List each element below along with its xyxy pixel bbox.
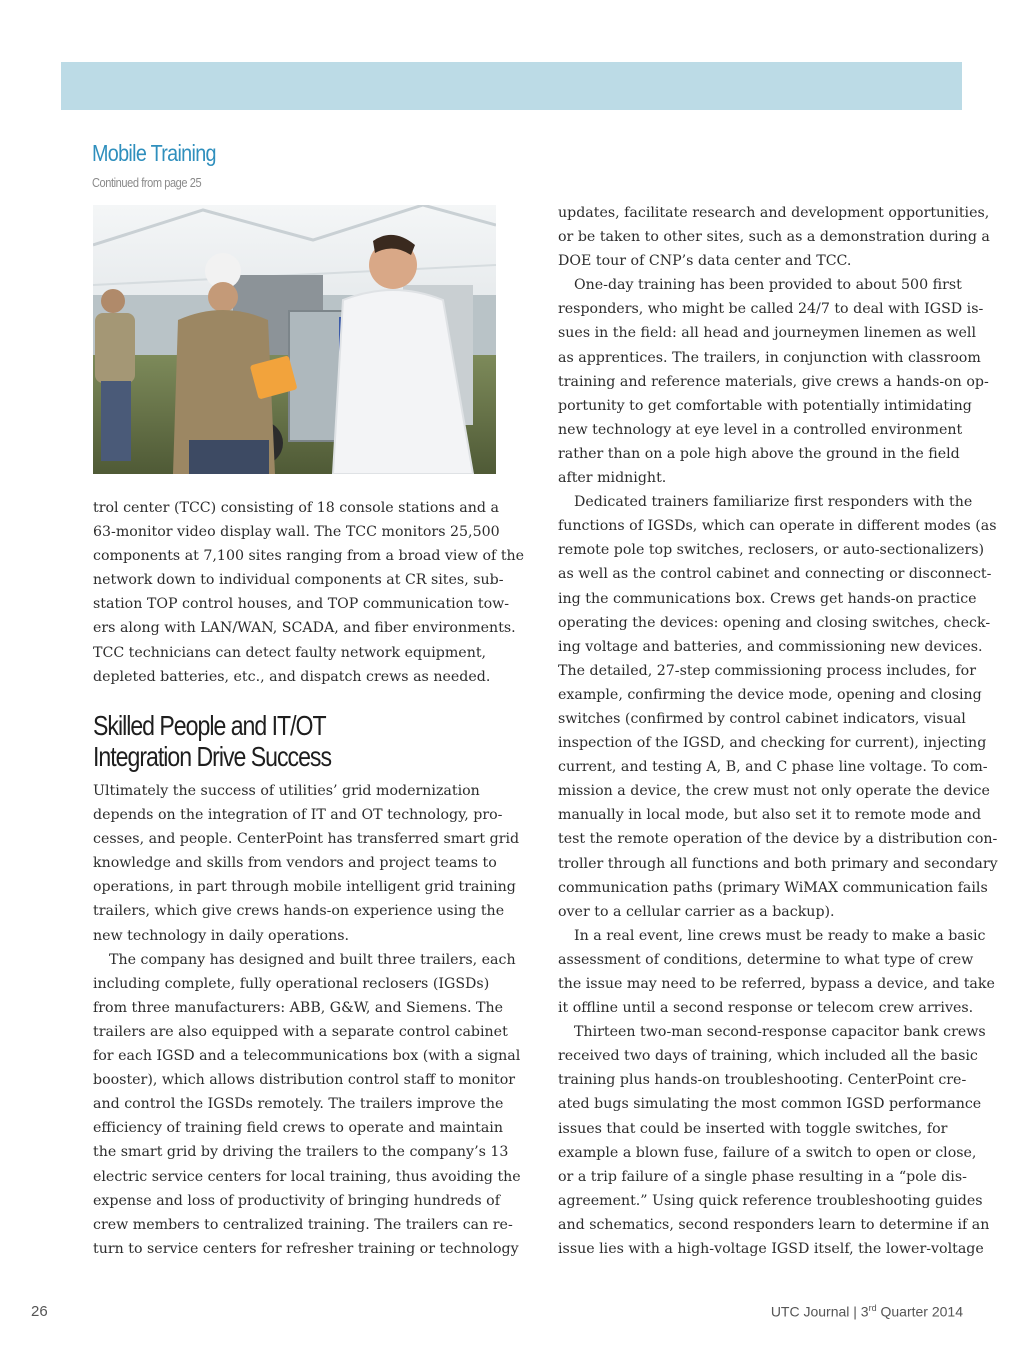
text-line: crew members to centralized training. The trailers can re- xyxy=(93,1216,513,1233)
text-line: DOE tour of CNP’s data center and TCC. xyxy=(558,253,852,270)
text-line: training and reference materials, give crews a hands-on op- xyxy=(558,373,989,390)
text-line: knowledge and skills from vendors and project teams to xyxy=(93,855,497,872)
text-line: for each IGSD and a telecommunications box (with a signal xyxy=(93,1048,521,1065)
text-line: functions of IGSDs, which can operate in different modes (as xyxy=(558,518,997,535)
text-line: the smart grid by driving the trailers to the company’s 13 xyxy=(93,1144,509,1161)
text-line: inspection of the IGSD, and checking for current), injecting xyxy=(558,735,987,752)
section-title: Mobile Training xyxy=(92,140,216,166)
text-line: responders, who might be called 24/7 to deal with IGSD is- xyxy=(558,301,984,318)
page-number: 26 xyxy=(31,1303,48,1320)
text-line: Dedicated trainers familiarize first responders with the xyxy=(574,494,973,511)
text-line: One-day training has been provided to about 500 first xyxy=(574,277,962,294)
text-line: and control the IGSDs remotely. The trailers improve the xyxy=(93,1096,504,1113)
text-line: cesses, and people. CenterPoint has transferred smart grid xyxy=(93,831,520,848)
text-line: issue lies with a high-voltage IGSD itself, the lower-voltage xyxy=(558,1241,984,1258)
subheading-line: Skilled People and IT/OT xyxy=(93,710,326,741)
text-line: new technology at eye level in a controlled environment xyxy=(558,421,963,438)
text-line: manually in local mode, but also set it to remote mode and xyxy=(558,807,982,824)
text-line: ers along with LAN/WAN, SCADA, and fiber environments. xyxy=(93,620,516,637)
text-line: Ultimately the success of utilities’ grid modernization xyxy=(93,783,480,799)
text-line: trailers are also equipped with a separate control cabinet xyxy=(93,1023,508,1040)
text-line: agreement.” Using quick reference troubleshooting guides xyxy=(558,1192,983,1209)
text-line: depleted batteries, etc., and dispatch crews as needed. xyxy=(93,668,491,685)
text-line: after midnight. xyxy=(558,470,667,487)
text-line: remote pole top switches, reclosers, or auto-sectionalizers) xyxy=(558,542,985,559)
text-line: training plus hands-on troubleshooting. CenterPoint cre- xyxy=(558,1072,967,1089)
text-line: TCC technicians can detect faulty network equipment, xyxy=(93,644,487,661)
journal-name: UTC Journal | 3 xyxy=(770,1303,869,1320)
text-line: efficiency of training field crews to operate and maintain xyxy=(93,1120,503,1137)
text-line: communication paths (primary WiMAX communication fails xyxy=(558,879,988,896)
text-line: and schematics, second responders learn to determine if an xyxy=(558,1216,990,1233)
continued-note: Continued from page 25 xyxy=(92,175,202,190)
text-line: electric service centers for local training, thus avoiding the xyxy=(93,1168,521,1185)
text-line: from three manufacturers: ABB, G&W, and Siemens. The xyxy=(93,999,503,1016)
text-line: ing voltage and batteries, and commissioning new devices. xyxy=(558,638,983,655)
text-line: over to a cellular carrier as a backup). xyxy=(558,903,835,920)
text-line: as apprentices. The trailers, in conjunction with classroom xyxy=(558,349,981,366)
paragraph xyxy=(558,273,989,490)
text-line: expense and loss of productivity of bringing hundreds of xyxy=(93,1192,500,1209)
article-subheading xyxy=(93,710,446,772)
text-line: station TOP control houses, and TOP communication tow- xyxy=(93,596,510,613)
text-line: including complete, fully operational reclosers (IGSDs) xyxy=(93,975,490,992)
text-line: trol center (TCC) consisting of 18 console stations and a xyxy=(93,500,499,516)
text-line: as well as the control cabinet and connecting or disconnect- xyxy=(558,566,992,583)
paragraph xyxy=(93,948,521,1261)
paragraph xyxy=(93,779,520,948)
text-line: mission a device, the crew must not only operate the device xyxy=(558,783,990,800)
text-line: booster), which allows distribution control staff to monitor xyxy=(93,1072,516,1089)
text-line: example a blown fuse, failure of a switch to open or close, xyxy=(558,1144,977,1161)
text-line: trailers, which give crews hands-on experience using the xyxy=(93,903,505,920)
text-line: depends on the integration of IT and OT technology, pro- xyxy=(93,807,503,824)
paragraph xyxy=(558,201,990,273)
quarter-year: Quarter 2014 xyxy=(876,1303,963,1320)
text-line: assessment of conditions, determine to what type of crew xyxy=(558,951,974,968)
text-line: test the remote operation of the device by a distribution con- xyxy=(558,831,998,848)
paragraph xyxy=(558,490,998,924)
text-line: or be taken to other sites, such as a demonstration during a xyxy=(558,229,990,246)
text-line: portunity to get comfortable with potentially intimidating xyxy=(558,397,972,414)
text-line: or a trip failure of a single phase resulting in a “pole dis- xyxy=(558,1168,967,1185)
text-line: the issue may need to be referred, bypass a device, and take xyxy=(558,976,995,992)
text-line: ing the communications box. Crews get hands-on practice xyxy=(558,590,977,607)
text-line: operating the devices: opening and closing switches, check- xyxy=(558,614,991,631)
text-line: current, and testing A, B, and C phase line voltage. To com- xyxy=(558,759,988,776)
right-column-text xyxy=(558,201,998,1261)
photo-training-trailer-icon xyxy=(93,205,496,474)
text-line: 63-monitor video display wall. The TCC monitors 25,500 xyxy=(93,524,500,541)
text-line: operations, in part through mobile intelligent grid training xyxy=(93,879,516,896)
journal-footer xyxy=(771,1303,963,1320)
paragraph xyxy=(558,1020,990,1261)
text-line: troller through all functions and both primary and secondary xyxy=(558,855,998,872)
text-line: turn to service centers for refresher training or technology xyxy=(93,1240,519,1257)
text-line: rather than on a pole high above the ground in the field xyxy=(558,445,960,462)
ordinal-suffix: rd xyxy=(868,1303,877,1313)
text-line: network down to individual components at CR sites, sub- xyxy=(93,572,504,589)
text-line: received two days of training, which included all the basic xyxy=(558,1048,978,1065)
text-line: Thirteen two-man second-response capacitor bank crews xyxy=(574,1024,986,1041)
text-line: The company has designed and built three trailers, each xyxy=(109,951,516,968)
text-line: it offline until a second response or telecom crew arrives. xyxy=(558,1000,974,1017)
text-line: switches (confirmed by control cabinet indicators, visual xyxy=(558,710,966,727)
text-line: The detailed, 27-step commissioning process includes, for xyxy=(558,662,976,679)
text-line: updates, facilitate research and development opportunities, xyxy=(558,205,990,221)
text-line: In a real event, line crews must be ready to make a basic xyxy=(574,927,986,944)
text-line: new technology in daily operations. xyxy=(93,927,350,944)
text-line: ated bugs simulating the most common IGSD performance xyxy=(558,1096,982,1113)
header-band xyxy=(61,62,962,110)
text-line: components at 7,100 sites ranging from a broad view of the xyxy=(93,548,525,565)
text-line: issues that could be inserted with toggle switches, for xyxy=(558,1120,948,1137)
left-column-top-text xyxy=(93,496,525,689)
subheading-line: Integration Drive Success xyxy=(93,741,332,772)
training-photo xyxy=(93,205,496,474)
text-line: sues in the field: all head and journeymen linemen as well xyxy=(558,325,976,342)
left-column-bottom-text xyxy=(93,779,521,1261)
text-line: example, confirming the device mode, opening and closing xyxy=(558,686,982,703)
paragraph xyxy=(558,924,995,1020)
